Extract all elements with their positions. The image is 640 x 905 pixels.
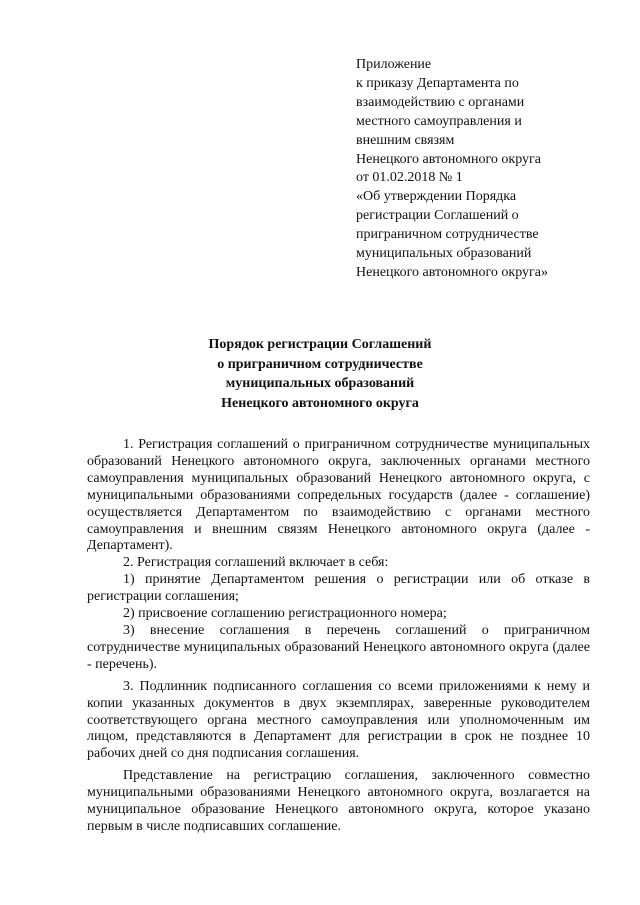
title-line: о приграничном сотрудничестве bbox=[217, 356, 423, 372]
appendix-line: от 01.02.2018 № 1 bbox=[356, 170, 463, 186]
paragraph-item-1: 1) принятие Департаментом решения о регистрации или об отказе в регистрации соглашения; bbox=[87, 572, 590, 605]
appendix-line: приграничном сотрудничестве bbox=[356, 227, 539, 243]
document-body bbox=[87, 437, 590, 836]
title-line: муниципальных образований bbox=[225, 376, 415, 391]
paragraph-clause-3-continued: Представление на регистрацию соглашения, заключенного совместно муниципальными образованиями Ненецкого автономного округа, возлагается на муниципальное образование Ненецкого автономного округа, которое указано первым в числе подписавших соглашение. bbox=[87, 768, 590, 834]
paragraph-item-2: 2) присвоение соглашению регистрационного номера; bbox=[123, 606, 447, 622]
appendix-line: Ненецкого автономного округа bbox=[356, 151, 541, 167]
paragraph-clause-1: 1. Регистрация соглашений о приграничном сотрудничестве муниципальных образований Ненецкого автономного округа, заключенных органами местного самоуправления муниципальных образований Ненецкого автономного округа, с муниципальными образованиями сопредельных государств (далее - соглашение) осуществляется Департаментом по взаимодействию с органами местного самоуправления и внешним связям Ненецкого автономного округа (далее - Департамент). bbox=[87, 437, 590, 554]
paragraph-clause-2: 2. Регистрация соглашений включает в себя: bbox=[123, 555, 389, 571]
appendix-line: регистрации Соглашений о bbox=[356, 208, 519, 224]
appendix-header bbox=[356, 56, 616, 283]
paragraph-clause-3: 3. Подлинник подписанного соглашения со всеми приложениями к нему и копии указанных документов в двух экземплярах, заверенные руководителем соответствующего органа местного самоуправления или уполномоченным им лицом, представляются в Департамент для регистрации в срок не позднее 10 рабочих дней со дня подписания соглашения. bbox=[87, 678, 590, 762]
appendix-line: к приказу Департамента по bbox=[356, 75, 519, 91]
appendix-line: муниципальных образований bbox=[356, 246, 532, 262]
appendix-line: внешним связям bbox=[356, 132, 455, 148]
appendix-line: Приложение bbox=[356, 57, 432, 72]
title-line: Порядок регистрации Соглашений bbox=[208, 337, 432, 352]
appendix-line: местного самоуправления и bbox=[356, 113, 522, 129]
document-title bbox=[60, 335, 580, 413]
paragraph-item-3: 3) внесение соглашения в перечень соглашений о приграничном сотрудничестве муниципальных образований Ненецкого автономного округа (далее - перечень). bbox=[87, 622, 590, 672]
appendix-line: Ненецкого автономного округа» bbox=[356, 264, 548, 280]
appendix-line: «Об утверждении Порядка bbox=[356, 189, 517, 205]
title-line: Ненецкого автономного округа bbox=[221, 395, 419, 411]
appendix-line: взаимодействию с органами bbox=[356, 94, 525, 110]
